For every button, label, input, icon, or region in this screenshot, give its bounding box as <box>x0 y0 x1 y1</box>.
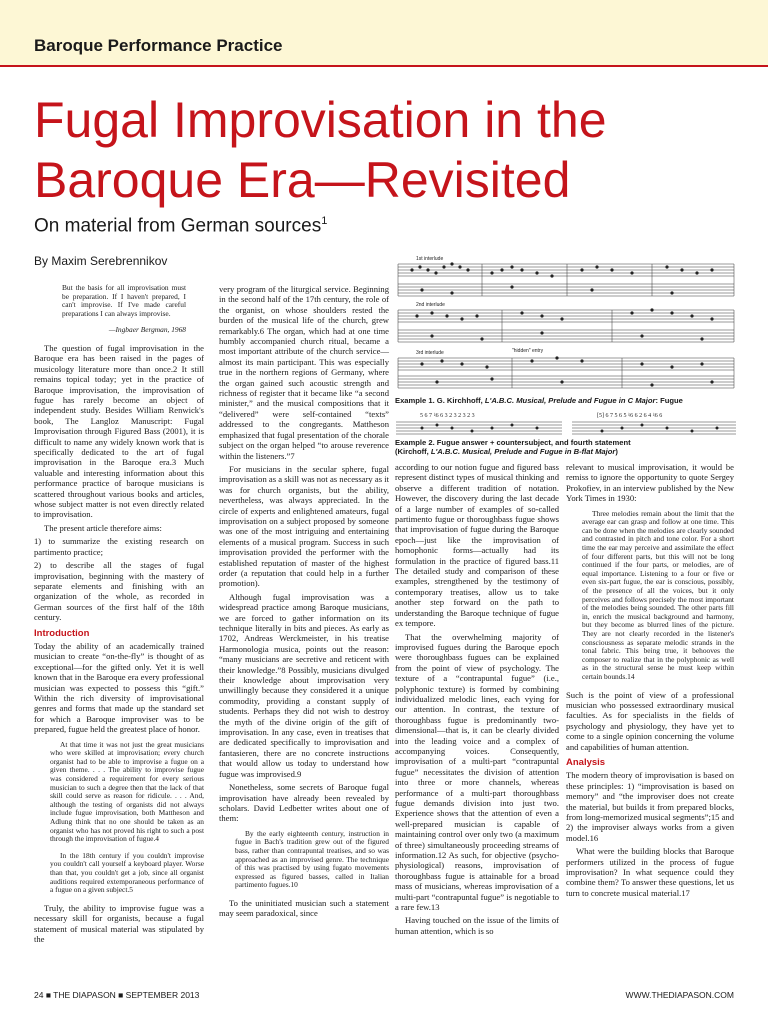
aim-item-2: 2) to describe all the stages of fugal improvisation, beginning with the mastery of separate elements and finishing with an organization of the whole, as recorded in German sources of the first half of the 18th century. <box>34 560 204 623</box>
paragraph: The question of fugal improvisation in the Baroque era has been raised in the pages of musicology literature more than once.2 It still remains topical today; yet in the practice of Baroque improvisation, the improvisation of fugue has rarely become an object of independent study. Besides William Renwick's book, The Langloz Manuscript: Fugal Improvisation through Figured Bass (2001), it is difficult to name any widely known work that is specifically dedicated to the art of fugal improvisation in the Baroque era.3 Much valuable and interesting information about this performance practice of baroque musicians is scattered throughout various books and articles, whose subject matter is not even directly related to improvisation. <box>34 342 204 520</box>
column-4 <box>566 462 734 901</box>
section-label: Baroque Performance Practice <box>34 36 283 55</box>
column-1 <box>34 284 204 947</box>
article-title: Fugal Improvisation in the Baroque Era—Revisited <box>34 92 607 208</box>
music-example-1 <box>392 254 740 392</box>
figure-2-caption-line-2: (Kirchoff, L'A.B.C. Musical, Prelude and Fugue in B-flat Major) <box>395 447 618 457</box>
section-heading-introduction: Introduction <box>34 627 90 639</box>
epigraph-attribution: —Ingbaer Bergman, 1968 <box>108 325 186 335</box>
paragraph: The modern theory of improvisation is based on these principles: 1) “improvisation is based on memory” and “the improviser does not create the material, but builds it from prepared blocks, from long-memorized musical segments”;15 and 2) the improviser always works from a given model.16 <box>566 770 735 843</box>
paragraph: Although fugal improvisation was a widespread practice among Baroque musicians, we are forced to gather information on its technique literally in bits and pieces. As early as 1702, Andreas Werckmeister, in his treatise Harmonologia musica, points out the reason: “many musicians are secretive and reticent with their knowledge.”8 Possibly, musicians divulged their knowledge about improvisation very unwillingly because they considered it a unique commodity, providing a constant supply of students. Perhaps they did not wish to destroy the myth of the divine origin of the gift of improvisation. In any case, even in treatises that are dedicated specifically to improvisation and fantasieren, there are no concrete instructions that would allow us today to understand how fugue was improvised.9 <box>219 591 389 779</box>
figure-2-caption <box>395 438 735 456</box>
staff-label: "hidden" entry <box>512 348 544 354</box>
paragraph: relevant to musical improvisation, it would be remiss to ignore the opportunity to quote Sergey Prokofiev, in an interview published by the New York Times in 1930: <box>566 462 734 504</box>
footer-website: WWW.THEDIAPASON.COM <box>625 990 734 1000</box>
section-heading-analysis: Analysis <box>566 756 606 768</box>
figure-1-caption: Example 1. G. Kirchhoff, L'A.B.C. Musical, Prelude and Fugue in C Major: Fugue <box>395 396 683 405</box>
paragraph: very program of the liturgical service. Beginning in the second half of the 17th century, the role of the organist, on whose shoulders rested the burden of the musical life of the church, grew remarkably.6 The organ, which had at one time humbly accompanied church ritual, became a most important attribute of the church service—almost its main participant. This was especially true in the northern regions of Germany, where the organ gained such acoustic strength and richness of register that it became like “a second minister,” and the musical compositions that it “delivered” were self-contained “texts” addressed to the congregants. Mattheson emphasized that fugal presentation of the chorale subject on the organ helped “to arouse reverence within the listeners.”7 <box>219 284 389 461</box>
block-quote: In the 18th century if you couldn't improvise you couldn't call yourself a keyboard player. Worse than that, you couldn't get a job, since all organist auditions required extemporaneous performance of a fugue on a given subject.5 <box>50 850 204 895</box>
paragraph: Today the ability of an academically trained musician to create “on-the-fly” is thought of as exceptional—for the gifted only. Yet it is well known that in the Baroque era every professional musician was expected to possess this “gift.” Within the rich diversity of improvisational genres and forms that made up the standard set for which a Baroque improviser was to be prepared, fugue held the greatest place of honor. <box>34 640 204 735</box>
footer-folio: 24 ■ THE DIAPASON ■ SEPTEMBER 2013 <box>34 990 200 1000</box>
epigraph: But the basis for all improvisation must be preparation. If I haven't prepared, I can't improvise. If I've made careful preparations I can always improvise. <box>62 283 186 318</box>
paragraph: What were the building blocks that Baroque performers utilized in the process of fugue improvisation? In what sequence could they combine them? To answer these questions, let us turn to concrete musical material.17 <box>566 846 734 898</box>
music-example-2 <box>392 410 740 440</box>
paragraph: Nonetheless, some secrets of Baroque fugal improvisation have already been revealed by scholars. David Ledbetter writes about one of them: <box>219 782 389 824</box>
paragraph: The present article therefore aims: <box>44 522 162 533</box>
paragraph: Such is the point of view of a professional musician who possessed extraordinary musical faculties. As for specialists in the fields of psychology and physiology, they have yet to come to a single opinion concerning the volume and capabilities of human attention. <box>566 689 734 752</box>
block-quote: At that time it was not just the great musicians who were skilled at improvisation; every church organist had to be able to improvise a fugue on a given theme. . . . The ability to improvise fugue was considered a requirement for every serious musician to such a degree then that the lack of that skill could serve as reason for ridicule. . . . And, although the testing of organists did not always include fugue improvisation, both Mattheson and Adlung think that no one should be taken as an organist who has not proved his right to such a post through the improvisation of fugue.4 <box>50 739 204 844</box>
paragraph: For musicians in the secular sphere, fugal improvisation as a skill was not as necessary as it was for church organists, but the ability, nevertheless, was always appreciated. In the circle of experts and enlightened amateurs, fugal improvisation on a subject proposed by someone was one of the most intriguing and entertaining elements of a musical program. Success in such improvisation provided the performer with the established reputation of master of the highest order (a reputation that could help in a further promotion). <box>219 463 389 589</box>
column-2 <box>219 284 389 922</box>
paragraph: Having touched on the issue of the limits of human attention, which is so <box>395 915 559 936</box>
subtitle-text: On material from German sources <box>34 215 322 237</box>
aim-item-1: 1) to summarize the existing research on partimento practice; <box>34 536 204 557</box>
block-quote: Three melodies remain about the limit that the average ear can grasp and follow at one time. This can be done when the melodies are clearly sounded and contrasted in pitch and tone color. For a short time the ear may perceive and assimilate the effect of four different parts, but this will not be long continued if the four parts, or melodies, are of equal importance. Listening to a four or five or even six-part fugue, the ear is conscious, possibly, of the presence of all the voices, but it only perceives and follows precisely the most important of the melodies being sounded. The other parts fill in, enrich the musical background and harmony, but they become as blurred lines of the picture. They are not clearly recorded in the listener's consciousness as separate melodic strands in the tonal fabric. This being true, it behooves the composer to realize that in the polyphonic as well as in the structural sense he must keep within certain bounds.14 <box>582 508 734 681</box>
paragraph: To the uninitiated musician such a statement may seem paradoxical, since <box>219 897 389 919</box>
paragraph: That the overwhelming majority of improvised fugues during the Baroque epoch were thoroughbass fugues can be explained from the point of view of psychology. The texture of a “contrapuntal fugue” (i.e., polyphonic texture) is formed by combining individualized melodic lines, each vying for our attention. In contrast, the texture of thoroughbass fugue is predominantly two-dimensional—that is, it can be clearly divided into the leading voice and a complex of accompanying voices. Consequently, improvisation of a multi-part “contrapuntal fugue” necessitates the division of attention into three or more channels, whereas performance of a multi-part thoroughbass fugue demands division into just two. Experience shows that the attention of even a well-prepared musician is capable of maintaining control over only two (a maximum of three) simultaneously proceeding streams of information.12 As such, for objective (psycho-physiological) reasons, improvisation of thoroughbass fugue is attainable for a broad mass of musicians, whereas improvisation of a multi-part “contrapuntal fugue” is negotiable to a rare few.13 <box>395 631 559 913</box>
article-subtitle <box>34 215 327 237</box>
figured-bass-right: [5] 6 7 5 6 5 ♮6 6 2 6 4 ♮6 6 <box>597 413 663 419</box>
staff-label: 2nd interlude <box>416 302 445 308</box>
figure-2-caption-line-1: Example 2. Fugue answer + countersubject, and fourth statement <box>395 438 631 447</box>
paragraph: according to our notion fugue and figured bass represent distinct types of musical thinking and observe a different tradition of notation. However, the discovery during the last decade of a large number of examples of so-called partimento fugue or thoroughbass fugue shows that improvisation of fugue during the Baroque epoch—just like the improvisation of homophonic forms—actually had its formulation in the practice of figured bass.11 The detailed study and comparison of these examples, strengthened by the testimony of contemporary treatises, allow us to take another step forward on the path to understanding the Baroque technique of fugue ex tempore. <box>395 462 559 629</box>
staff-label: 1st interlude <box>416 256 444 262</box>
byline: By Maxim Serebrennikov <box>34 254 168 268</box>
subtitle-footnote-ref: 1 <box>321 215 328 227</box>
staff-label: 3rd interlude <box>416 350 444 356</box>
figured-bass-left: 5 6 7 ♮6 6 3 2 3 2 3 2 3 <box>420 413 475 419</box>
paragraph: Truly, the ability to improvise fugue was a necessary skill for organists, because a fugal statement of musical material was stipulated by the <box>34 902 204 944</box>
block-quote: By the early eighteenth century, instruction in fugue in Bach's tradition grew out of the figured bass, rather than contrapuntal treatises, and so was approached as an improvised genre. The technique of this was practised by using fugato movements expressed as figured basses, called in Italian partimento fugues.10 <box>235 828 389 890</box>
column-3 <box>395 462 559 939</box>
section-header-band <box>0 0 768 67</box>
